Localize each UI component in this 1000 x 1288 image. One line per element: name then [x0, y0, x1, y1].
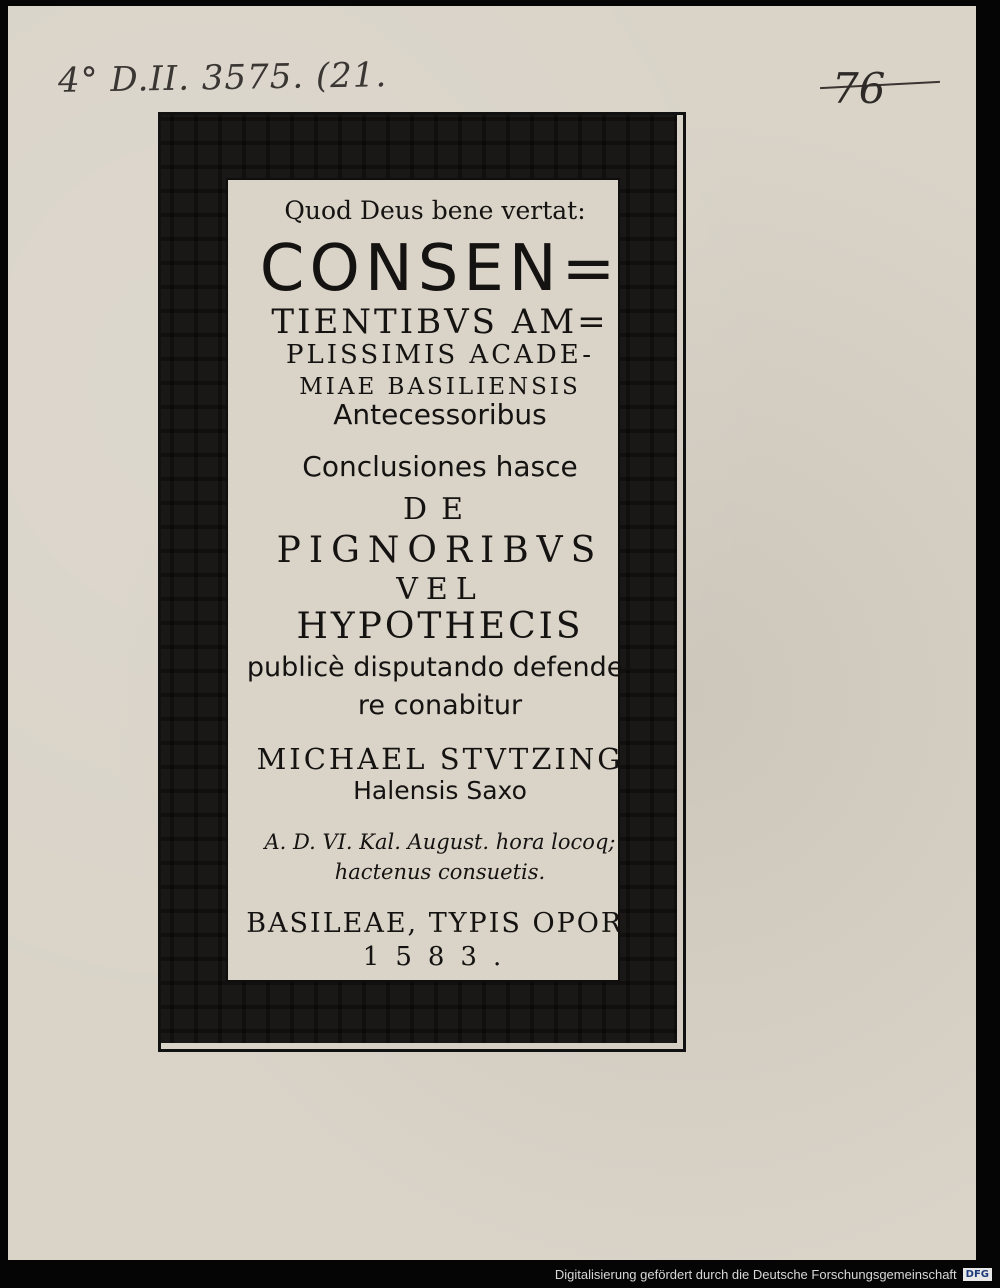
invocation: Quod Deus bene vertat:: [284, 196, 586, 225]
author-origin: Halensis Saxo: [353, 776, 527, 805]
title-line-6: Conclusiones hasce: [302, 450, 578, 483]
shelfmark-annotation: 4° D.II. 3575. (21.: [57, 55, 388, 101]
folio-number: 76: [832, 64, 886, 113]
title-line-4: MIAE BASILIENSIS: [299, 374, 581, 400]
date-line-2: hactenus consuetis.: [334, 860, 546, 884]
title-line-5: Antecessoribus: [333, 398, 547, 431]
title-line-12: re conabitur: [357, 690, 523, 721]
footer-credit: [555, 1264, 992, 1284]
dfg-logo: DFG: [963, 1268, 992, 1281]
title-line-3: PLISSIMIS ACADE-: [286, 340, 594, 370]
title-line-1: CONSEN=: [259, 232, 621, 306]
title-line-2: TIENTIBVS AM=: [271, 302, 609, 342]
imprint-year: 1583.: [362, 942, 518, 972]
title-line-10: HYPOTHECIS: [296, 606, 584, 647]
title-line-11: publicè disputando defende-: [246, 652, 634, 683]
title-line-7: DE: [403, 492, 477, 527]
title-line-8: PIGNORIBVS: [276, 530, 604, 571]
author-name: MICHAEL STVTZING: [256, 742, 624, 776]
imprint: BASILEAE, TYPIS OPOR.: [246, 908, 634, 939]
title-line-9: VEL: [396, 572, 484, 607]
date-line-1: A. D. VI. Kal. August. hora locoq;: [264, 830, 616, 854]
footer-credit-text: Digitalisierung gefördert durch die Deutsche Forschungsgemeinschaft: [554, 1266, 957, 1282]
